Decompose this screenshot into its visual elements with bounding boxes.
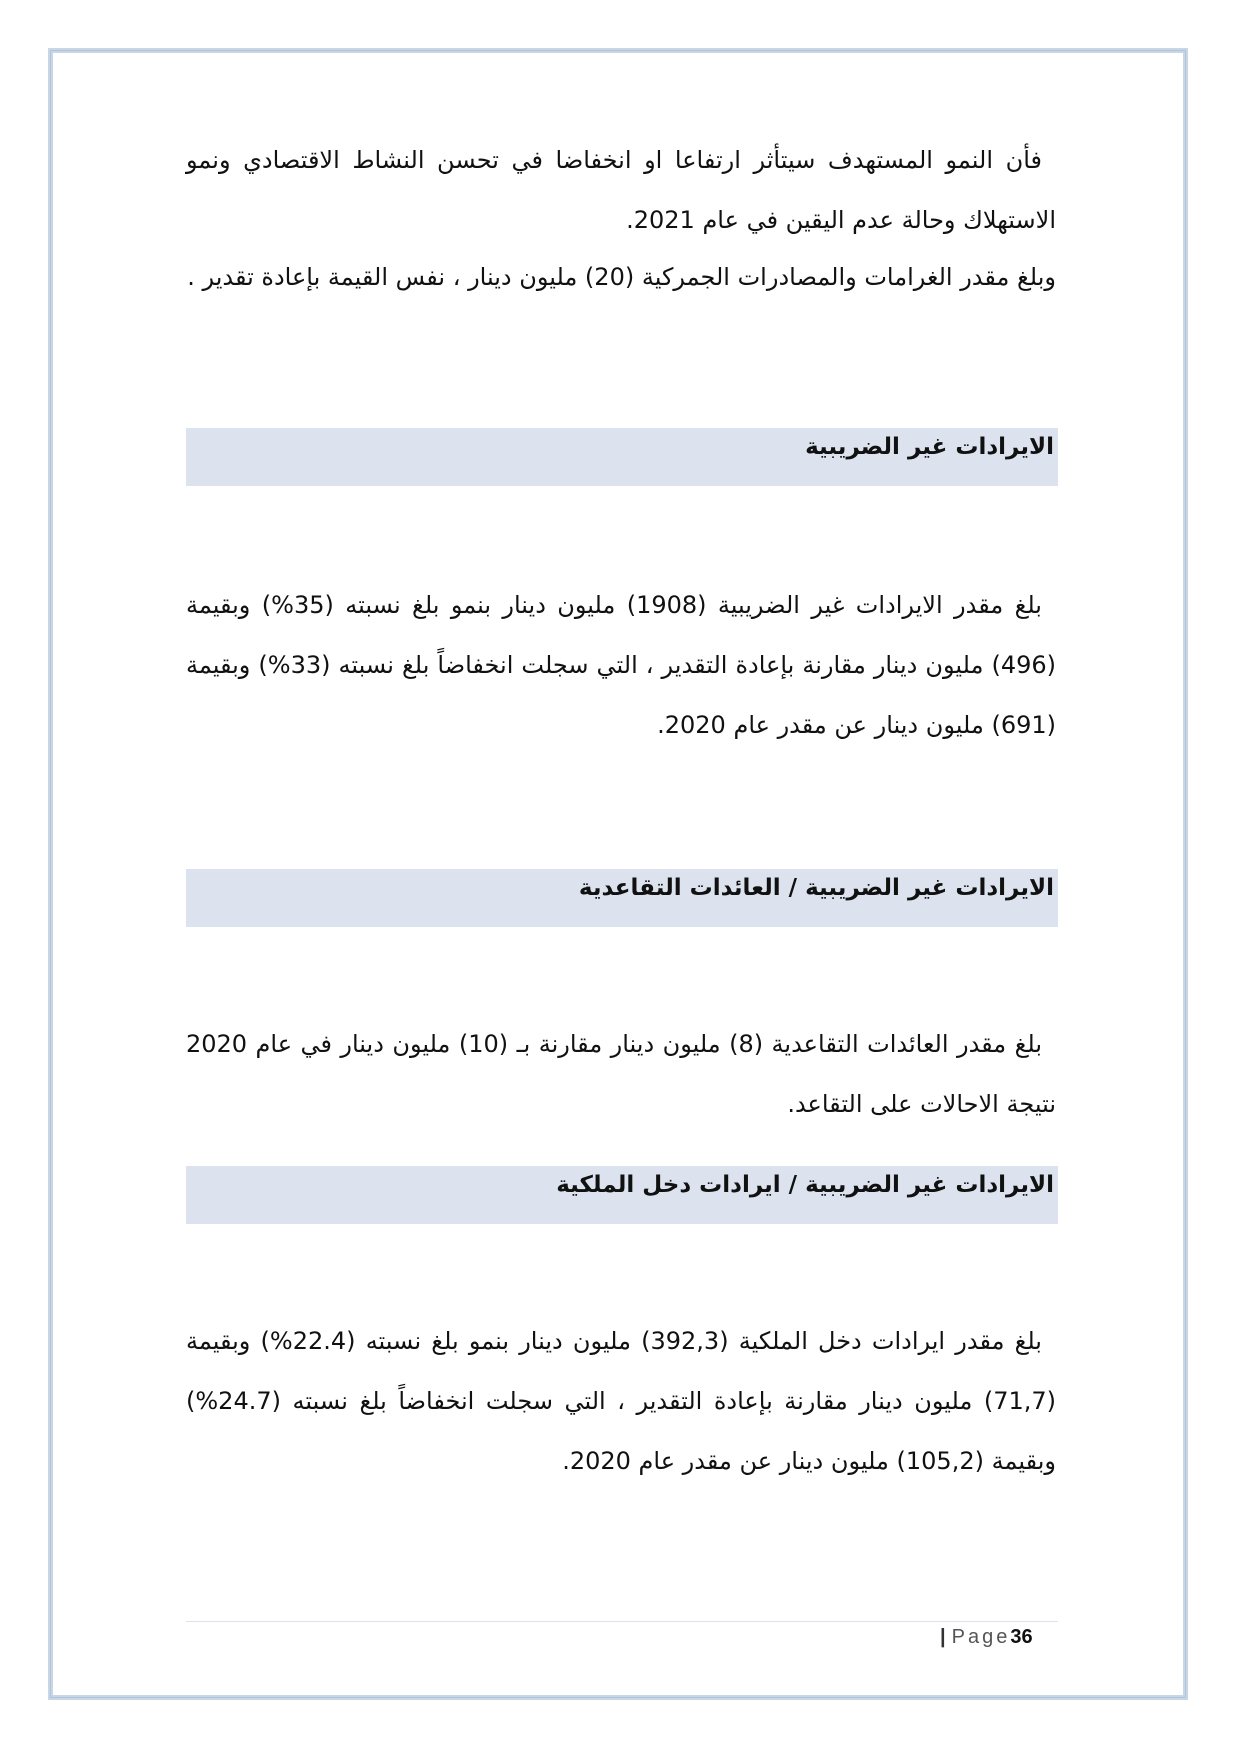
paragraph-non-tax-revenue: بلغ مقدر الايرادات غير الضريبية (1908) مليون دينار بنمو بلغ نسبته (35%) وبقيمة (496) مليون دينار مقارنة بإعادة التقدير ، التي سجلت انخفاضاً بلغ نسبته (33%) وبقيمة (691) مليون دينار عن مقدر عام 2020. [186, 591, 1056, 739]
footer-divider [186, 1621, 1058, 1622]
page-footer [940, 1626, 1060, 1654]
paragraph-pension-revenue: بلغ مقدر العائدات التقاعدية (8) مليون دينار مقارنة بـ (10) مليون دينار في عام 2020 نتيجة الاحالات على التقاعد. [186, 1030, 1056, 1118]
paragraph-customs-fines: وبلغ مقدر الغرامات والمصادرات الجمركية (20) مليون دينار ، نفس القيمة بإعادة تقدير . [187, 263, 1056, 291]
section-heading-non-tax-revenue: الايرادات غير الضريبية [186, 428, 1058, 486]
section-heading-property-income: الايرادات غير الضريبية / ايرادات دخل الملكية [186, 1166, 1058, 1224]
footer-separator: | [940, 1626, 946, 1648]
section-heading-pension-revenue: الايرادات غير الضريبية / العائدات التقاعدية [186, 869, 1058, 927]
paragraph-growth-outlook: فأن النمو المستهدف سيتأثر ارتفاعا او انخفاضا في تحسن النشاط الاقتصادي ونمو الاستهلاك وحالة عدم اليقين في عام 2021. [186, 146, 1056, 234]
paragraph-property-income: بلغ مقدر ايرادات دخل الملكية (392,3) مليون دينار بنمو بلغ نسبته (22.4%) وبقيمة (71,7) مليون دينار مقارنة بإعادة التقدير ، التي سجلت انخفاضاً بلغ نسبته (24.7%) وبقيمة (105,2) مليون دينار عن مقدر عام 2020. [186, 1327, 1056, 1475]
footer-page-label: Page [951, 1626, 1011, 1648]
page-number: 36 [1010, 1626, 1033, 1648]
